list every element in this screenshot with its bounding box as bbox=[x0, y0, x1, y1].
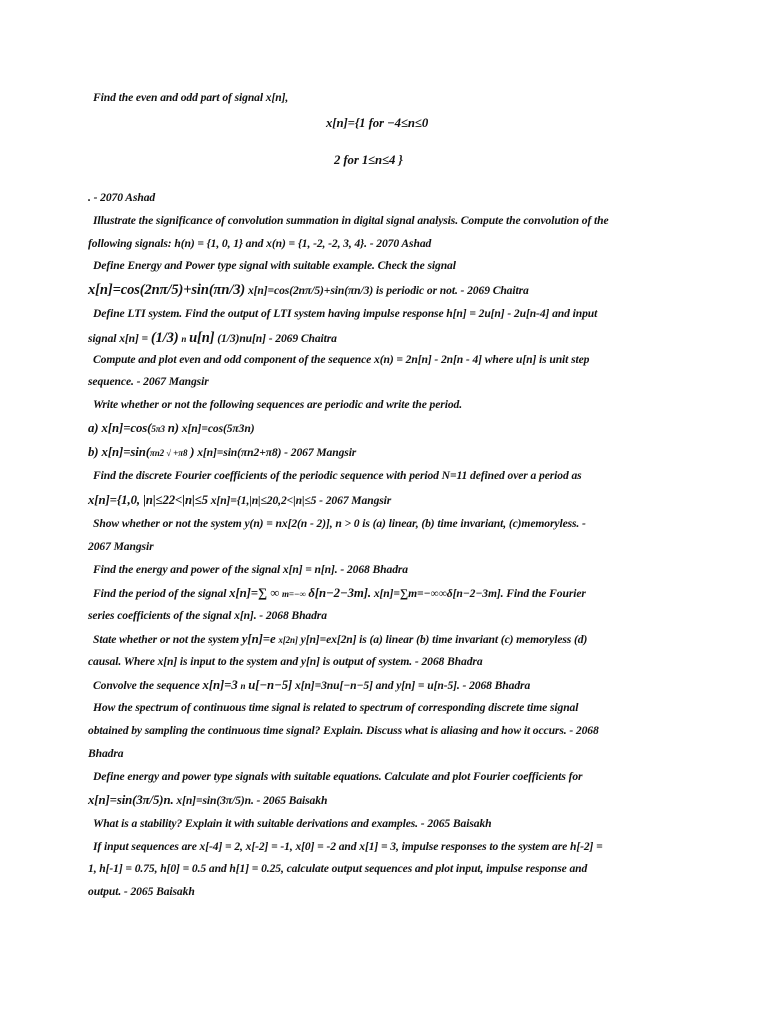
question-text: Convolve the sequence bbox=[93, 679, 203, 692]
question-15 bbox=[88, 817, 492, 830]
question-text: following signals: h(n) = {1, 0, 1} and x(n) = {1, -2, -2, 3, 4}. - 2070 Ashad bbox=[88, 237, 432, 250]
question-text: Find the even and odd part of signal x[n], bbox=[93, 91, 289, 104]
question-tag bbox=[88, 191, 155, 204]
question-text: x[n]=∑m=−∞∞δ[n−2−3m]. Find the Fourier bbox=[373, 587, 586, 600]
question-text: (1/3)nu[n] - 2069 Chaitra bbox=[217, 332, 337, 345]
formula: x[n]=3 bbox=[202, 678, 238, 692]
question-text: Define Energy and Power type signal with suitable example. Check the signal bbox=[93, 259, 456, 272]
formula-superscript: x[2n] bbox=[278, 635, 298, 645]
question-text: x[n]=sin(3π/5)n. - 2065 Baisakh bbox=[176, 794, 328, 807]
question-text: output. - 2065 Baisakh bbox=[88, 885, 195, 898]
formula: x[n]={1,0, |n|≤22<|n|≤5 bbox=[88, 493, 208, 507]
question-13 bbox=[88, 701, 578, 714]
question-1 bbox=[88, 91, 288, 104]
question-line bbox=[88, 282, 529, 299]
question-text: 1, h[-1] = 0.75, h[0] = 0.5 and h[1] = 0.25, calculate output sequences and plot input, impulse response and bbox=[88, 862, 588, 875]
question-text: sequence. - 2067 Mangsir bbox=[88, 375, 209, 388]
question-line bbox=[88, 793, 327, 808]
question-10 bbox=[88, 586, 586, 601]
question-text: If input sequences are x[-4] = 2, x[-2] = -1, x[0] = -2 and x[1] = 3, impulse responses to the system are h[-2] = bbox=[93, 840, 603, 853]
formula: x[n]=∑ ∞ bbox=[229, 586, 280, 600]
formula: ) bbox=[190, 445, 195, 459]
question-7 bbox=[88, 469, 582, 482]
question-4 bbox=[88, 307, 597, 320]
formula: b) x[n]=sin( bbox=[88, 445, 150, 459]
question-text: series coefficients of the signal x[n]. - 2068 Bhadra bbox=[88, 609, 327, 622]
formula-subscript: m=−∞ bbox=[281, 589, 306, 599]
formula: δ[n−2−3m]. bbox=[308, 586, 372, 600]
question-6 bbox=[88, 398, 462, 411]
question-text: 2067 Mangsir bbox=[88, 540, 154, 553]
formula: u[n] bbox=[189, 330, 215, 346]
question-text: Show whether or not the system y(n) = nx[2(n - 2)], n > 0 is (a) linear, (b) time invariant, (c)memoryless. - bbox=[93, 517, 586, 530]
formula-fraction: πn2 √ +π8 bbox=[149, 448, 188, 458]
question-line bbox=[88, 540, 153, 553]
year-tag: . - 2070 Ashad bbox=[88, 191, 156, 204]
equation-line bbox=[326, 116, 428, 131]
question-text: What is a stability? Explain it with suitable derivations and examples. - 2065 Baisakh bbox=[93, 817, 492, 830]
formula: x[n]=cos(2nπ/5)+sin(πn/3) bbox=[88, 282, 246, 298]
question-text: Illustrate the significance of convolution summation in digital signal analysis. Compute the convolution of the bbox=[93, 214, 609, 227]
question-11 bbox=[88, 632, 587, 647]
formula: n) bbox=[167, 421, 179, 435]
question-text: x[n]=3nu[−n−5] and y[n] = u[n-5]. - 2068 Bhadra bbox=[295, 679, 531, 692]
equation-text: x[n]={1 for −4≤n≤0 bbox=[326, 116, 429, 130]
question-line bbox=[88, 655, 483, 668]
question-text: Bhadra bbox=[88, 747, 124, 760]
question-line bbox=[88, 747, 123, 760]
formula-fraction: 5π3 bbox=[151, 424, 165, 434]
equation-line bbox=[334, 153, 403, 168]
question-line bbox=[88, 493, 391, 508]
question-text: signal x[n] = bbox=[88, 332, 151, 345]
question-line bbox=[88, 237, 431, 250]
question-line bbox=[88, 885, 195, 898]
equation-text: 2 for 1≤n≤4 } bbox=[334, 153, 403, 167]
question-text: State whether or not the system bbox=[93, 633, 242, 646]
question-line bbox=[88, 375, 209, 388]
question-line bbox=[88, 445, 356, 460]
formula: a) x[n]=cos( bbox=[88, 421, 152, 435]
question-text: Find the discrete Fourier coefficients of the periodic sequence with period N=11 defined over a period as bbox=[93, 469, 582, 482]
formula-superscript: n bbox=[181, 334, 187, 344]
question-text: Compute and plot even and odd component of the sequence x(n) = 2n[n] - 2n[n - 4] where u[n] is unit step bbox=[93, 353, 590, 366]
question-line bbox=[88, 609, 327, 622]
formula-superscript: n bbox=[240, 681, 246, 691]
formula: y[n]=e bbox=[241, 632, 276, 646]
question-text: x[n]=sin(πn2+π8) - 2067 Mangsir bbox=[197, 446, 357, 459]
question-text: x[n]=cos(2nπ/5)+sin(πn/3) is periodic or not. - 2069 Chaitra bbox=[247, 284, 529, 297]
question-2 bbox=[88, 214, 609, 227]
question-text: Write whether or not the following sequences are periodic and write the period. bbox=[93, 398, 463, 411]
question-text: Find the energy and power of the signal x[n] = n[n]. - 2068 Bhadra bbox=[93, 563, 409, 576]
question-text: y[n]=ex[2n] is (a) linear (b) time invariant (c) memoryless (d) bbox=[300, 633, 588, 646]
question-5 bbox=[88, 353, 589, 366]
question-line bbox=[88, 421, 254, 436]
question-line bbox=[88, 862, 587, 875]
question-12 bbox=[88, 678, 530, 693]
question-line bbox=[88, 330, 337, 347]
question-text: x[n]=cos(5π3n) bbox=[181, 422, 255, 435]
formula: u[−n−5] bbox=[248, 678, 293, 692]
question-text: x[n]={1,|n|≤20,2<|n|≤5 - 2067 Mangsir bbox=[210, 494, 392, 507]
formula: (1/3) bbox=[150, 330, 179, 346]
question-text: How the spectrum of continuous time signal is related to spectrum of corresponding discrete time signal bbox=[93, 701, 579, 714]
formula: x[n]=sin(3π/5)n. bbox=[88, 793, 174, 807]
question-9 bbox=[88, 563, 408, 576]
question-14 bbox=[88, 770, 582, 783]
question-3 bbox=[88, 259, 456, 272]
question-text: Find the period of the signal bbox=[93, 587, 230, 600]
question-8 bbox=[88, 517, 586, 530]
question-text: Define LTI system. Find the output of LTI system having impulse response h[n] = 2u[n] - 2u[n-4] and input bbox=[93, 307, 598, 320]
question-16 bbox=[88, 840, 603, 853]
question-text: Define energy and power type signals with suitable equations. Calculate and plot Fourier coefficients for bbox=[93, 770, 583, 783]
question-text: obtained by sampling the continuous time signal? Explain. Discuss what is aliasing and how it occurs. - 2068 bbox=[88, 724, 599, 737]
question-text: causal. Where x[n] is input to the system and y[n] is output of system. - 2068 Bhadra bbox=[88, 655, 483, 668]
question-line bbox=[88, 724, 599, 737]
